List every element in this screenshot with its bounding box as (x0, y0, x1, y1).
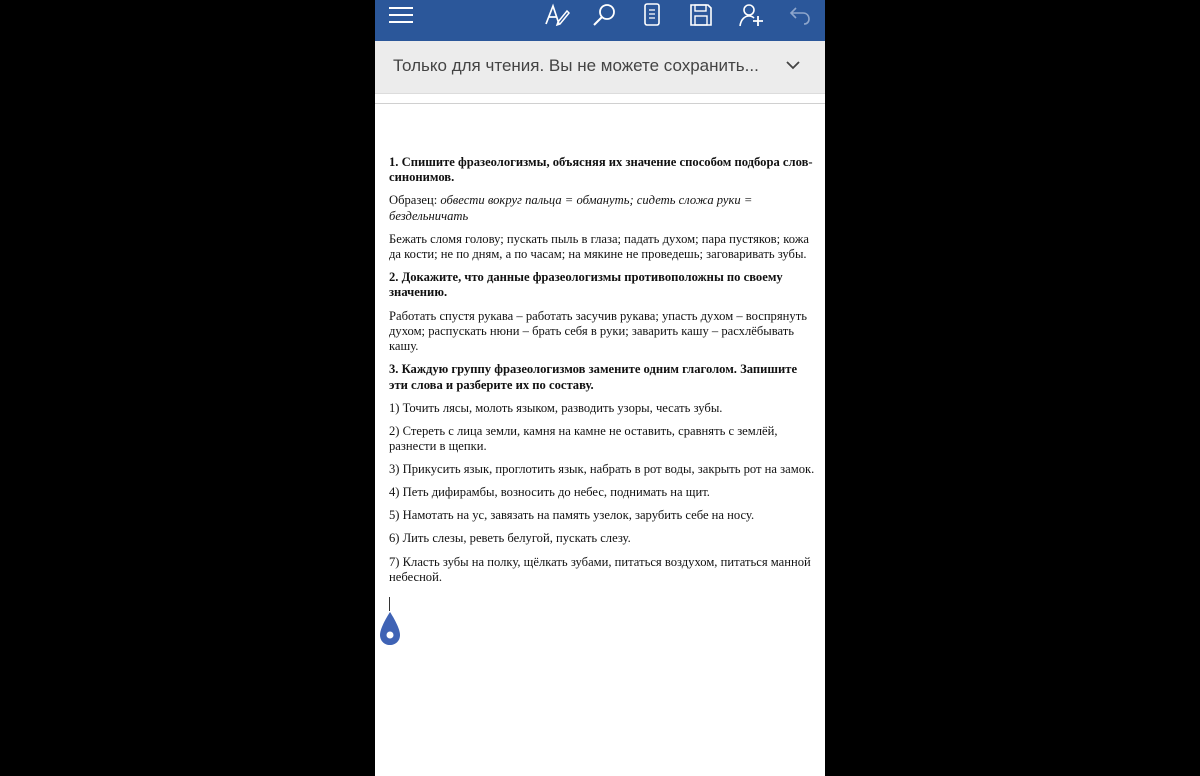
list-item: 1) Точить лясы, молоть языком, разводить узоры, чесать зубы. (389, 400, 723, 415)
word-app-window (375, 0, 825, 776)
page-divider (375, 103, 825, 104)
document-body[interactable] (389, 155, 819, 593)
read-only-message: Только для чтения. Вы не можете сохранить... (393, 56, 759, 75)
draw-icon[interactable] (543, 0, 571, 30)
sample-label: Образец: (389, 193, 441, 208)
sample-text: обвести вокруг пальца = обмануть; сидеть сложа руки = бездельничать (389, 193, 753, 223)
task3-heading: 3. Каждую группу фразеологизмов замените одним глаголом. Запишите эти слова и разберите их по составу. (389, 362, 798, 392)
chevron-down-icon[interactable] (785, 57, 801, 78)
menu-icon[interactable] (387, 0, 415, 30)
list-item: 3) Прикусить язык, проглотить язык, набрать в рот воды, закрыть рот на замок. (389, 462, 815, 477)
list-item: 4) Петь дифирамбы, возносить до небес, поднимать на щит. (389, 485, 710, 500)
task1-heading: 1. Спишите фразеологизмы, объясняя их значение способом подбора слов-синонимов. (389, 155, 813, 185)
share-icon[interactable] (738, 0, 764, 30)
search-icon[interactable] (590, 0, 618, 30)
list-item: 6) Лить слезы, реветь белугой, пускать слезу. (389, 531, 631, 546)
list-item: 7) Класть зубы на полку, щёлкать зубами, питаться воздухом, питаться манной небесной. (389, 554, 811, 584)
task2-heading: 2. Докажите, что данные фразеологизмы противоположны по своему значению. (389, 270, 783, 300)
undo-icon[interactable] (788, 0, 812, 30)
task1-body: Бежать сломя голову; пускать пыль в глаза; падать духом; пара пустяков; кожа да кости; не по дням, а по часам; на мякине не проведешь; заговаривать зубы. (389, 231, 810, 262)
save-icon[interactable] (688, 0, 714, 30)
text-cursor (389, 597, 390, 611)
selection-handle-icon[interactable] (378, 611, 402, 652)
sample-paragraph (389, 193, 819, 224)
list-item: 2) Стереть с лица земли, камня на камне не оставить, сравнять с землёй, разнести в щепки. (389, 423, 778, 454)
list-item: 5) Намотать на ус, завязать на память узелок, зарубить себе на носу. (389, 508, 755, 523)
top-toolbar (375, 0, 825, 41)
read-only-banner[interactable] (375, 41, 825, 94)
task2-body: Работать спустя рукава – работать засучив рукава; упасть духом – воспрянуть духом; распускать нюни – брать себя в руки; заварить кашу – расхлёбывать кашу. (389, 308, 807, 354)
mobile-view-icon[interactable] (641, 0, 663, 30)
